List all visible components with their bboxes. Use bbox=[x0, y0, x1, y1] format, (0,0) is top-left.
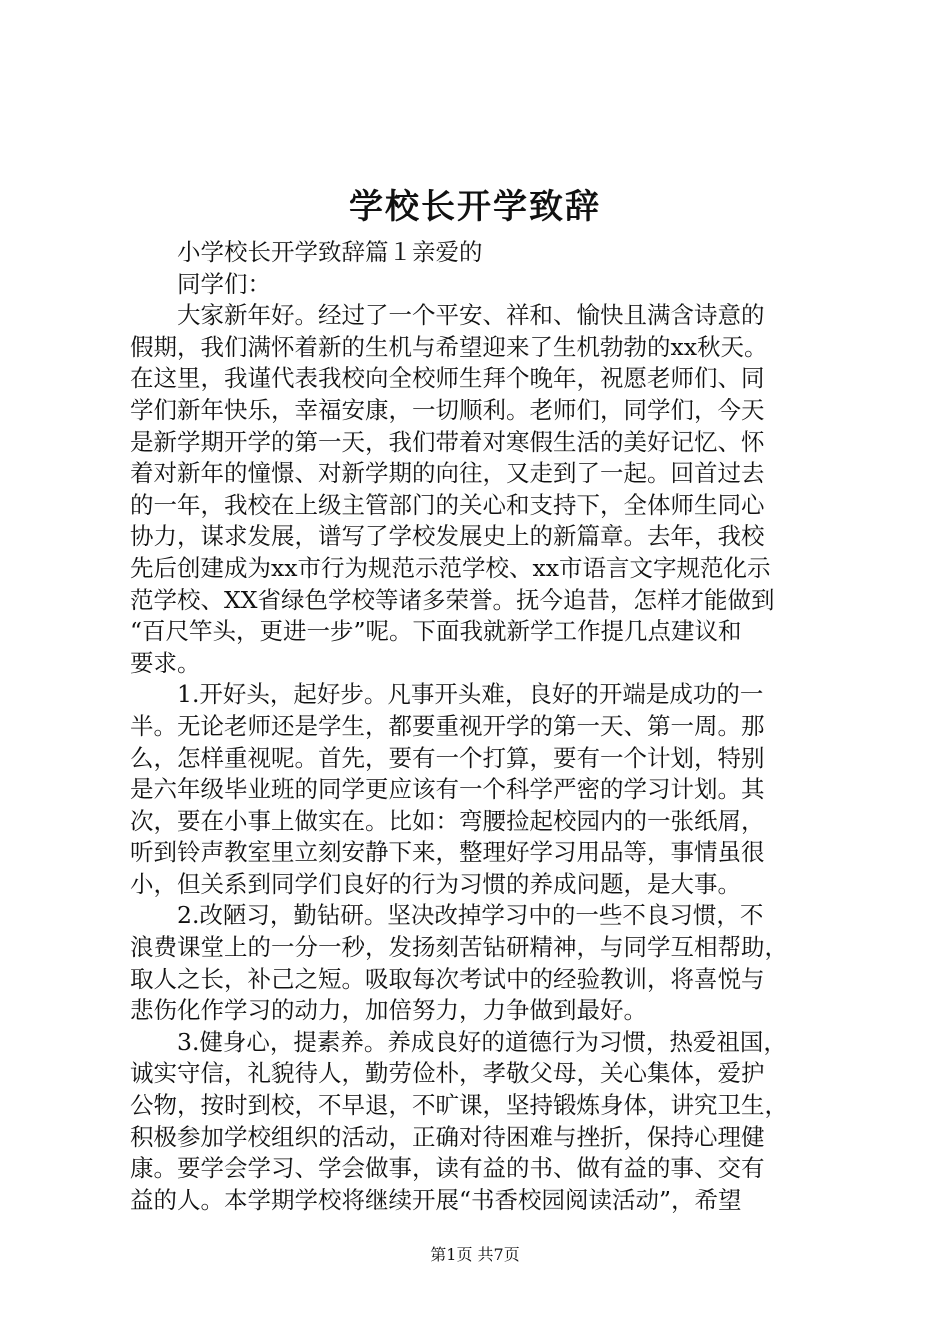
text-line: 3.健身心，提素养。养成良好的道德行为习惯，热爱祖国， bbox=[177, 1027, 787, 1056]
text-line: 着对新年的憧憬、对新学期的向往，又走到了一起。回首过去 bbox=[130, 459, 765, 488]
text-line: 同学们： bbox=[177, 269, 271, 298]
text-line: 1.开好头，起好步。凡事开头难，良好的开端是成功的一 bbox=[177, 680, 764, 709]
text-line: 听到铃声教室里立刻安静下来，整理好学习用品等，事情虽很 bbox=[130, 838, 765, 867]
text-line: 么，怎样重视呢。首先，要有一个打算，要有一个计划，特别 bbox=[130, 743, 765, 772]
text-line: 小，但关系到同学们良好的行为习惯的养成问题，是大事。 bbox=[130, 869, 741, 898]
text-line: 次，要在小事上做实在。比如：弯腰捡起校园内的一张纸屑， bbox=[130, 806, 765, 835]
text-line: 是六年级毕业班的同学更应该有一个科学严密的学习计划。其 bbox=[130, 775, 765, 804]
text-line: 康。要学会学习、学会做事，读有益的书、做有益的事、交有 bbox=[130, 1154, 765, 1183]
text-line: 协力，谋求发展，谱写了学校发展史上的新篇章。去年，我校 bbox=[130, 522, 765, 551]
text-line: 益的人。本学期学校将继续开展“书香校园阅读活动”，希望 bbox=[130, 1185, 742, 1214]
text-line: 浪费课堂上的一分一秒，发扬刻苦钻研精神，与同学互相帮助， bbox=[130, 933, 788, 962]
text-line: 诚实守信，礼貌待人，勤劳俭朴，孝敬父母，关心集体，爱护 bbox=[130, 1059, 765, 1088]
text-line: 2.改陋习，勤钻研。坚决改掉学习中的一些不良习惯，不 bbox=[177, 901, 764, 930]
text-line: 取人之长，补己之短。吸取每次考试中的经验教训，将喜悦与 bbox=[130, 964, 765, 993]
text-line: 假期，我们满怀着新的生机与希望迎来了生机勃勃的xx秋天。 bbox=[130, 332, 768, 361]
text-line: 悲伤化作学习的动力，加倍努力，力争做到最好。 bbox=[130, 996, 647, 1025]
text-line: 半。无论老师还是学生，都要重视开学的第一天、第一周。那 bbox=[130, 711, 765, 740]
text-line: 要求。 bbox=[130, 648, 201, 677]
page-footer: 第1页 共7页 bbox=[430, 1245, 520, 1264]
document-body bbox=[130, 237, 830, 1216]
text-line: “百尺竿头，更进一步”呢。下面我就新学工作提几点建议和 bbox=[130, 617, 742, 646]
text-line: 是新学期开学的第一天，我们带着对寒假生活的美好记忆、怀 bbox=[130, 427, 765, 456]
text-line: 先后创建成为xx市行为规范示范学校、xx市语言文字规范化示 bbox=[130, 553, 771, 582]
text-line: 的一年，我校在上级主管部门的关心和支持下，全体师生同心 bbox=[130, 490, 765, 519]
text-line: 小学校长开学致辞篇１亲爱的 bbox=[177, 238, 483, 266]
text-line: 学们新年快乐，幸福安康，一切顺利。老师们，同学们，今天 bbox=[130, 395, 765, 424]
page-title: 学校长开学致辞 bbox=[349, 187, 601, 227]
text-line: 公物，按时到校，不早退，不旷课，坚持锻炼身体，讲究卫生， bbox=[130, 1091, 788, 1120]
text-line: 大家新年好。经过了一个平安、祥和、愉快且满含诗意的 bbox=[177, 301, 765, 330]
text-line: 范学校、XX省绿色学校等诸多荣誉。抚今追昔，怎样才能做到 bbox=[130, 585, 775, 614]
text-line: 在这里，我谨代表我校向全校师生拜个晚年，祝愿老师们、同 bbox=[130, 364, 765, 393]
text-line: 积极参加学校组织的活动，正确对待困难与挫折，保持心理健 bbox=[130, 1122, 765, 1151]
